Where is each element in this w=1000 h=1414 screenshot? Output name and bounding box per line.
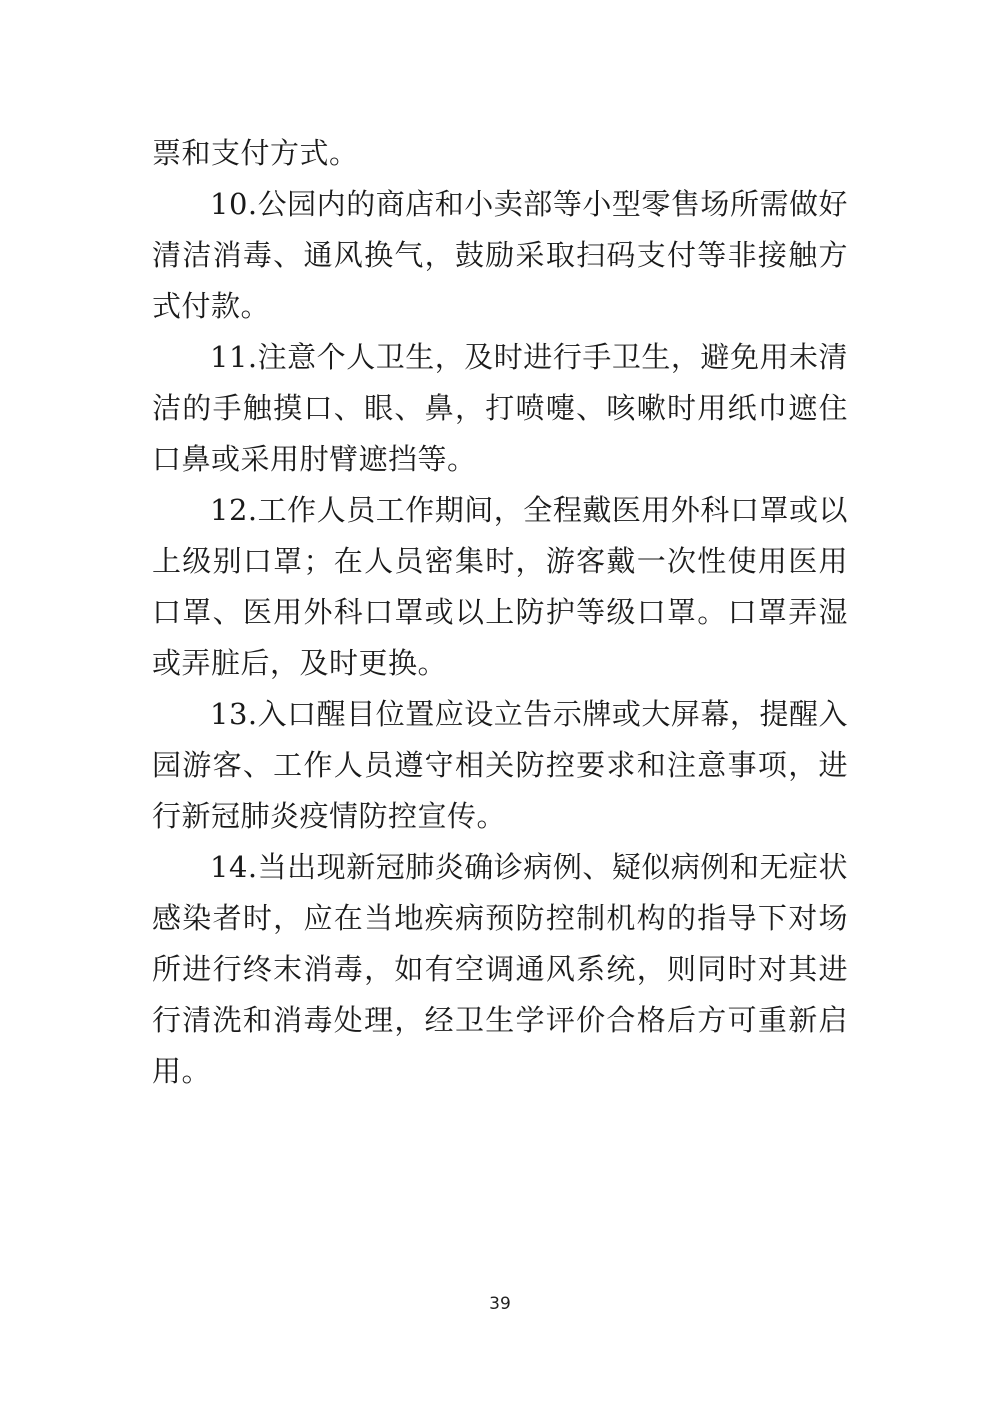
paragraph-item-11: 11.注意个人卫生，及时进行手卫生，避免用未清洁的手触摸口、眼、鼻，打喷嚏、咳嗽时用纸巾遮住口鼻或采用肘臂遮挡等。 bbox=[152, 340, 848, 476]
paragraph-continued: 票和支付方式。 bbox=[152, 136, 359, 170]
paragraph-item-13: 13.入口醒目位置应设立告示牌或大屏幕，提醒入园游客、工作人员遵守相关防控要求和注意事项，进行新冠肺炎疫情防控宣传。 bbox=[152, 697, 848, 833]
body-text bbox=[152, 128, 848, 1097]
page-number: 39 bbox=[489, 1294, 511, 1314]
paragraph-item-14: 14.当出现新冠肺炎确诊病例、疑似病例和无症状感染者时，应在当地疾病预防控制机构的指导下对场所进行终末消毒，如有空调通风系统，则同时对其进行清洗和消毒处理，经卫生学评价合格后方可重新启用。 bbox=[152, 850, 848, 1088]
paragraph-item-10: 10.公园内的商店和小卖部等小型零售场所需做好清洁消毒、通风换气，鼓励采取扫码支付等非接触方式付款。 bbox=[152, 187, 848, 323]
paragraph-item-12: 12.工作人员工作期间，全程戴医用外科口罩或以上级别口罩；在人员密集时，游客戴一次性使用医用口罩、医用外科口罩或以上防护等级口罩。口罩弄湿或弄脏后，及时更换。 bbox=[152, 493, 848, 680]
